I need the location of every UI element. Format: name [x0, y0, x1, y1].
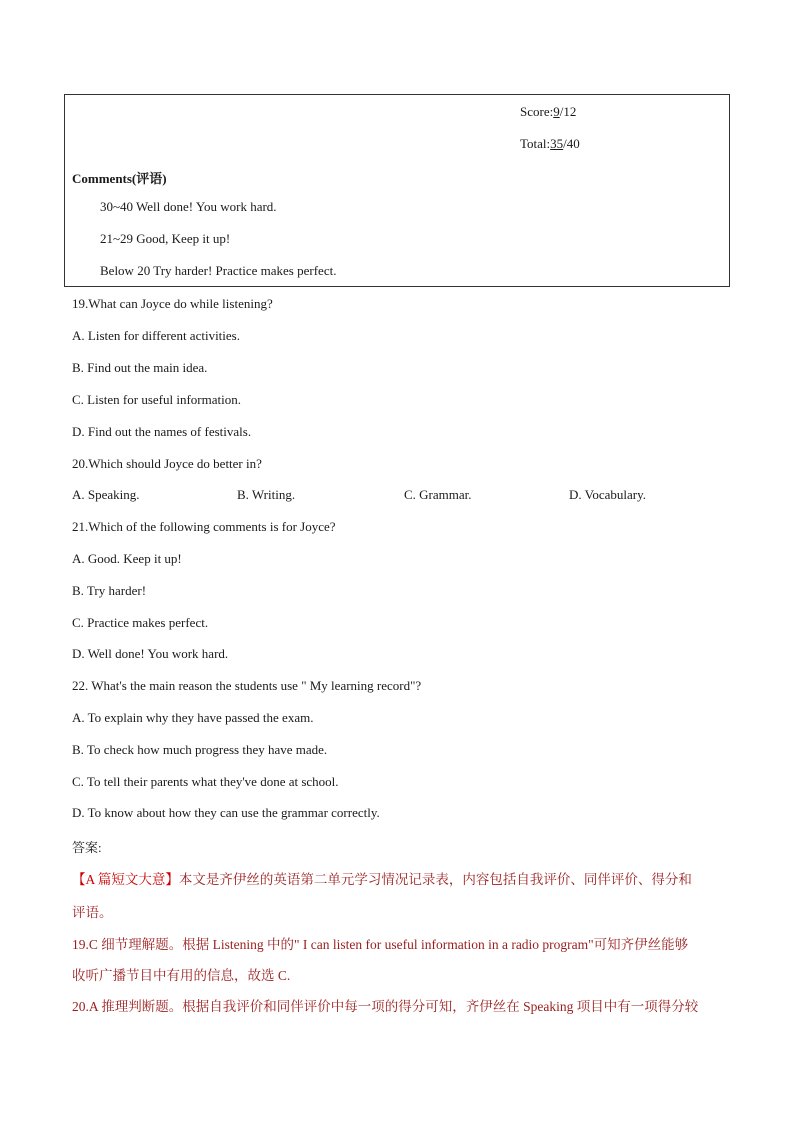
- score-line: [520, 104, 576, 120]
- question-22-stem: 22. What's the main reason the students use " My learning record"?: [72, 678, 422, 693]
- question-20-option-c: C. Grammar.: [404, 487, 472, 502]
- summary-bracket: 【A 篇短文大意】: [72, 872, 179, 887]
- question-20-option-d: D. Vocabulary.: [569, 487, 647, 502]
- question-19-stem: 19.What can Joyce do while listening?: [72, 296, 273, 311]
- question-20-option-b: B. Writing.: [237, 487, 296, 502]
- answer-19-line-2: 收听广播节目中有用的信息，故选 C.: [72, 968, 291, 983]
- question-19-option-b: B. Find out the main idea.: [72, 360, 208, 375]
- total-label: Total:: [520, 136, 551, 151]
- comment-2: 21~29 Good, Keep it up!: [100, 231, 231, 246]
- question-22-option-b: B. To check how much progress they have made.: [72, 742, 328, 757]
- question-19-option-c: C. Listen for useful information.: [72, 392, 241, 407]
- comments-heading: Comments(评语): [72, 171, 167, 186]
- question-20-stem: 20.Which should Joyce do better in?: [72, 456, 262, 471]
- question-21-option-d: D. Well done! You work hard.: [72, 646, 229, 661]
- question-19-option-a: A. Listen for different activities.: [72, 328, 240, 343]
- question-19-option-d: D. Find out the names of festivals.: [72, 424, 252, 439]
- answer-summary-line: [72, 868, 692, 888]
- comment-3: Below 20 Try harder! Practice makes perfect.: [100, 263, 337, 278]
- summary-text: 本文是齐伊丝的英语第二单元学习情况记录表，内容包括自我评价、同伴评价、得分和: [178, 872, 692, 887]
- answer-20-line-1: 20.A 推理判断题。根据自我评价和同伴评价中每一项的得分可知，齐伊丝在 Speaking 项目中有一项得分较: [72, 999, 699, 1014]
- score-label: Score:: [520, 104, 554, 119]
- question-22-option-d: D. To know about how they can use the grammar correctly.: [72, 805, 380, 820]
- question-21-stem: 21.Which of the following comments is for Joyce?: [72, 519, 336, 534]
- answers-label: 答案:: [72, 840, 102, 855]
- question-22-option-a: A. To explain why they have passed the exam.: [72, 710, 314, 725]
- score-total: /12: [559, 104, 577, 119]
- question-21-option-c: C. Practice makes perfect.: [72, 615, 209, 630]
- comment-1: 30~40 Well done! You work hard.: [100, 199, 277, 214]
- question-21-option-a: A. Good. Keep it up!: [72, 551, 182, 566]
- question-21-option-b: B. Try harder!: [72, 583, 147, 598]
- question-20-option-a: A. Speaking.: [72, 487, 140, 502]
- question-22-option-c: C. To tell their parents what they've done at school.: [72, 774, 339, 789]
- score-value: 9: [553, 104, 560, 119]
- answer-summary-line-2: 评语。: [72, 905, 113, 920]
- total-value: 35: [550, 136, 564, 151]
- total-total: /40: [563, 136, 580, 151]
- answer-19-line-1: 19.C 细节理解题。根据 Listening 中的" I can listen for useful information in a radio program"可知齐伊丝能够: [72, 937, 689, 952]
- score-comments-box: [64, 94, 730, 287]
- total-line: [520, 136, 580, 152]
